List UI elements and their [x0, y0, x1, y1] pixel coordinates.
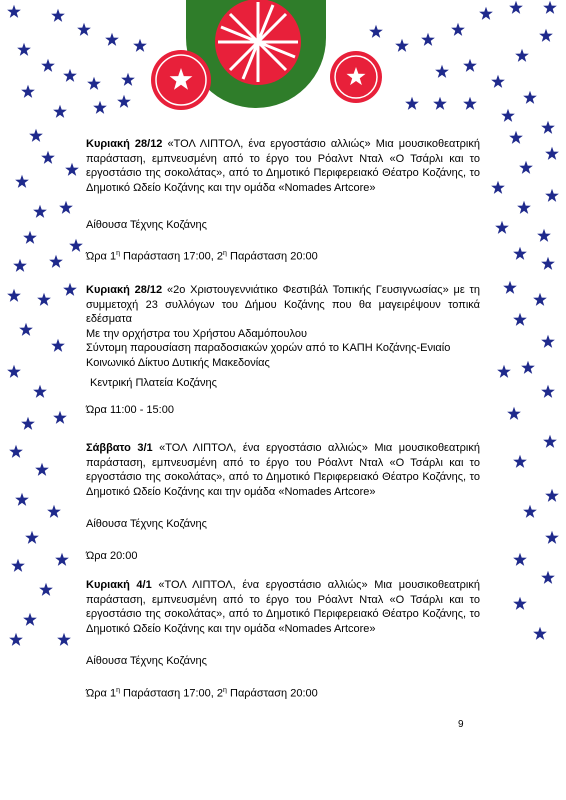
- star-icon: [105, 33, 119, 46]
- star-icon: [515, 49, 529, 62]
- star-icon: [405, 97, 419, 110]
- event-3-venue: Αίθουσα Τέχνης Κοζάνης: [86, 518, 207, 530]
- star-icon: [513, 247, 527, 260]
- star-icon: [541, 257, 555, 270]
- star-icon: [435, 65, 449, 78]
- event-4: [86, 578, 480, 636]
- star-icon: [513, 597, 527, 610]
- star-icon: [87, 77, 101, 90]
- star-icon: [463, 97, 477, 110]
- event-date: Σάββατο 3/1: [86, 442, 153, 454]
- star-icon: [501, 109, 515, 122]
- star-icon: [541, 335, 555, 348]
- star-icon: [533, 627, 547, 640]
- star-icon: [395, 39, 409, 52]
- star-icon: [7, 365, 21, 378]
- star-icon: [523, 91, 537, 104]
- ornament-large: [215, 0, 301, 85]
- star-icon: [15, 175, 29, 188]
- star-icon: [533, 293, 547, 306]
- star-icon: [93, 101, 107, 114]
- star-icon: [21, 85, 35, 98]
- ornament-small-right: [330, 51, 382, 103]
- event-description: «2ο Χριστουγεννιάτικο Φεστιβάλ Τοπικής Γευσιγνωσίας» με τη συμμετοχή 23 συλλόγων του Δήμου Κοζάνης που θα μαγειρέψουν τοπικά εδέσματα: [86, 284, 481, 325]
- event-date: Κυριακή 28/12: [86, 138, 163, 150]
- star-icon: [23, 231, 37, 244]
- star-icon: [17, 43, 31, 56]
- star-icon: [479, 7, 493, 20]
- event-2-venue: Κεντρική Πλατεία Κοζάνης: [90, 377, 217, 389]
- event-extra-line: Σύντομη παρουσίαση παραδοσιακών χορών από το ΚΑΠΗ Κοζάνης-Ενιαίο: [86, 342, 451, 354]
- page-number: 9: [458, 719, 464, 730]
- star-icon: [21, 417, 35, 430]
- star-icon: [37, 293, 51, 306]
- star-icon: [491, 75, 505, 88]
- star-icon: [543, 1, 557, 14]
- star-icon: [541, 571, 555, 584]
- star-icon: [23, 613, 37, 626]
- event-date: Κυριακή 28/12: [86, 284, 163, 296]
- star-icon: [25, 531, 39, 544]
- star-icon: [7, 5, 21, 18]
- star-icon: [39, 583, 53, 596]
- star-icon: [51, 339, 65, 352]
- star-icon: [53, 105, 67, 118]
- star-icon: [433, 97, 447, 110]
- star-icon: [41, 59, 55, 72]
- star-icon: [29, 129, 43, 142]
- event-date: Κυριακή 4/1: [86, 579, 152, 591]
- star-icon: [509, 1, 523, 14]
- star-icon: [47, 505, 61, 518]
- star-icon: [519, 161, 533, 174]
- star-icon: [19, 323, 33, 336]
- event-1-time: Ώρα $1^\eta$ Παράσταση 17:00, $2^\eta$ Παράσταση 20:00: [86, 250, 318, 263]
- star-icon: [53, 411, 67, 424]
- event-2: [86, 283, 480, 370]
- event-3-time: Ώρα 20:00: [86, 550, 138, 562]
- star-icon: [15, 493, 29, 506]
- star-icon: [521, 361, 535, 374]
- star-icon: [509, 131, 523, 144]
- event-description: «ΤΟΛ ΛΙΠΤΟΛ, ένα εργοστάσιο αλλιώς» Μια μουσικοθεατρική παράσταση, εμπνευσμένη από το έργο του Ρόαλντ Νταλ «Ο Τσάρλι και το εργοστάσιο της σοκολάτας», από το Δημοτικό Περιφερειακό Θέατρο Κοζάνης, το Δημοτικό Ωδείο Κοζάνης και την ομάδα «Nomades Artcore»: [86, 442, 480, 498]
- star-icon: [11, 559, 25, 572]
- star-icon: [77, 23, 91, 36]
- star-icon: [539, 29, 553, 42]
- star-icon: [495, 221, 509, 234]
- star-icon: [117, 95, 131, 108]
- star-icon: [513, 313, 527, 326]
- star-icon: [537, 229, 551, 242]
- event-4-time: Ώρα $1^\eta$ Παράσταση 17:00, $2^\eta$ Παράσταση 20:00: [86, 687, 318, 700]
- star-icon: [133, 39, 147, 52]
- star-icon: [507, 407, 521, 420]
- event-extra-line: Κοινωνικό Δίκτυο Δυτικής Μακεδονίας: [86, 356, 270, 369]
- event-4-venue: Αίθουσα Τέχνης Κοζάνης: [86, 655, 207, 667]
- event-description: «ΤΟΛ ΛΙΠΤΟΛ, ένα εργοστάσιο αλλιώς» Μια μουσικοθεατρική παράσταση, εμπνευσμένη από το έργο του Ρόαλντ Νταλ «Ο Τσάρλι και το εργοστάσιο της σοκολάτας», από το Δημοτικό Περιφερειακό Θέατρο Κοζάνης, το Δημοτικό Ωδείο Κοζάνης και την ομάδα «Nomades Artcore»: [86, 138, 480, 194]
- star-icon: [497, 365, 511, 378]
- star-icon: [65, 163, 79, 176]
- event-description: «ΤΟΛ ΛΙΠΤΟΛ, ένα εργοστάσιο αλλιώς» Μια μουσικοθεατρική παράσταση, εμπνευσμένη από το έργο του Ρόαλντ Νταλ «Ο Τσάρλι και το εργοστάσιο της σοκολάτας», από το Δημοτικό Περιφερειακό Θέατρο Κοζάνης, το Δημοτικό Ωδείο Κοζάνης και την ομάδα «Nomades Artcore»: [86, 579, 480, 635]
- star-icon: [63, 69, 77, 82]
- star-icon: [463, 59, 477, 72]
- star-icon: [9, 633, 23, 646]
- star-icon: [513, 553, 527, 566]
- star-icon: [541, 385, 555, 398]
- star-icon: [421, 33, 435, 46]
- star-icon: [63, 283, 77, 296]
- star-icon: [369, 25, 383, 38]
- star-icon: [13, 259, 27, 272]
- star-icon: [49, 255, 63, 268]
- event-extra-line: Με την ορχήστρα του Χρήστου Αδαμόπουλου: [86, 327, 308, 340]
- star-icon: [545, 489, 559, 502]
- star-icon: [33, 205, 47, 218]
- event-1: [86, 137, 480, 195]
- star-icon: [33, 385, 47, 398]
- star-icon: [121, 73, 135, 86]
- star-icon: [491, 181, 505, 194]
- star-icon: [541, 121, 555, 134]
- event-3: [86, 441, 480, 499]
- star-icon: [35, 463, 49, 476]
- star-icon: [523, 505, 537, 518]
- star-icon: [57, 633, 71, 646]
- star-icon: [517, 201, 531, 214]
- star-icon: [545, 189, 559, 202]
- event-2-time: Ώρα 11:00 - 15:00: [86, 404, 174, 416]
- star-icon: [55, 553, 69, 566]
- star-icon: [451, 23, 465, 36]
- event-1-venue: Αίθουσα Τέχνης Κοζάνης: [86, 219, 207, 231]
- star-icon: [9, 445, 23, 458]
- star-icon: [59, 201, 73, 214]
- star-icon: [69, 239, 83, 252]
- ornament-small-left: [151, 50, 211, 110]
- star-icon: [51, 9, 65, 22]
- star-icon: [41, 151, 55, 164]
- star-icon: [545, 531, 559, 544]
- star-icon: [7, 289, 21, 302]
- star-icon: [503, 281, 517, 294]
- star-icon: [545, 147, 559, 160]
- star-icon: [513, 455, 527, 468]
- star-icon: [543, 435, 557, 448]
